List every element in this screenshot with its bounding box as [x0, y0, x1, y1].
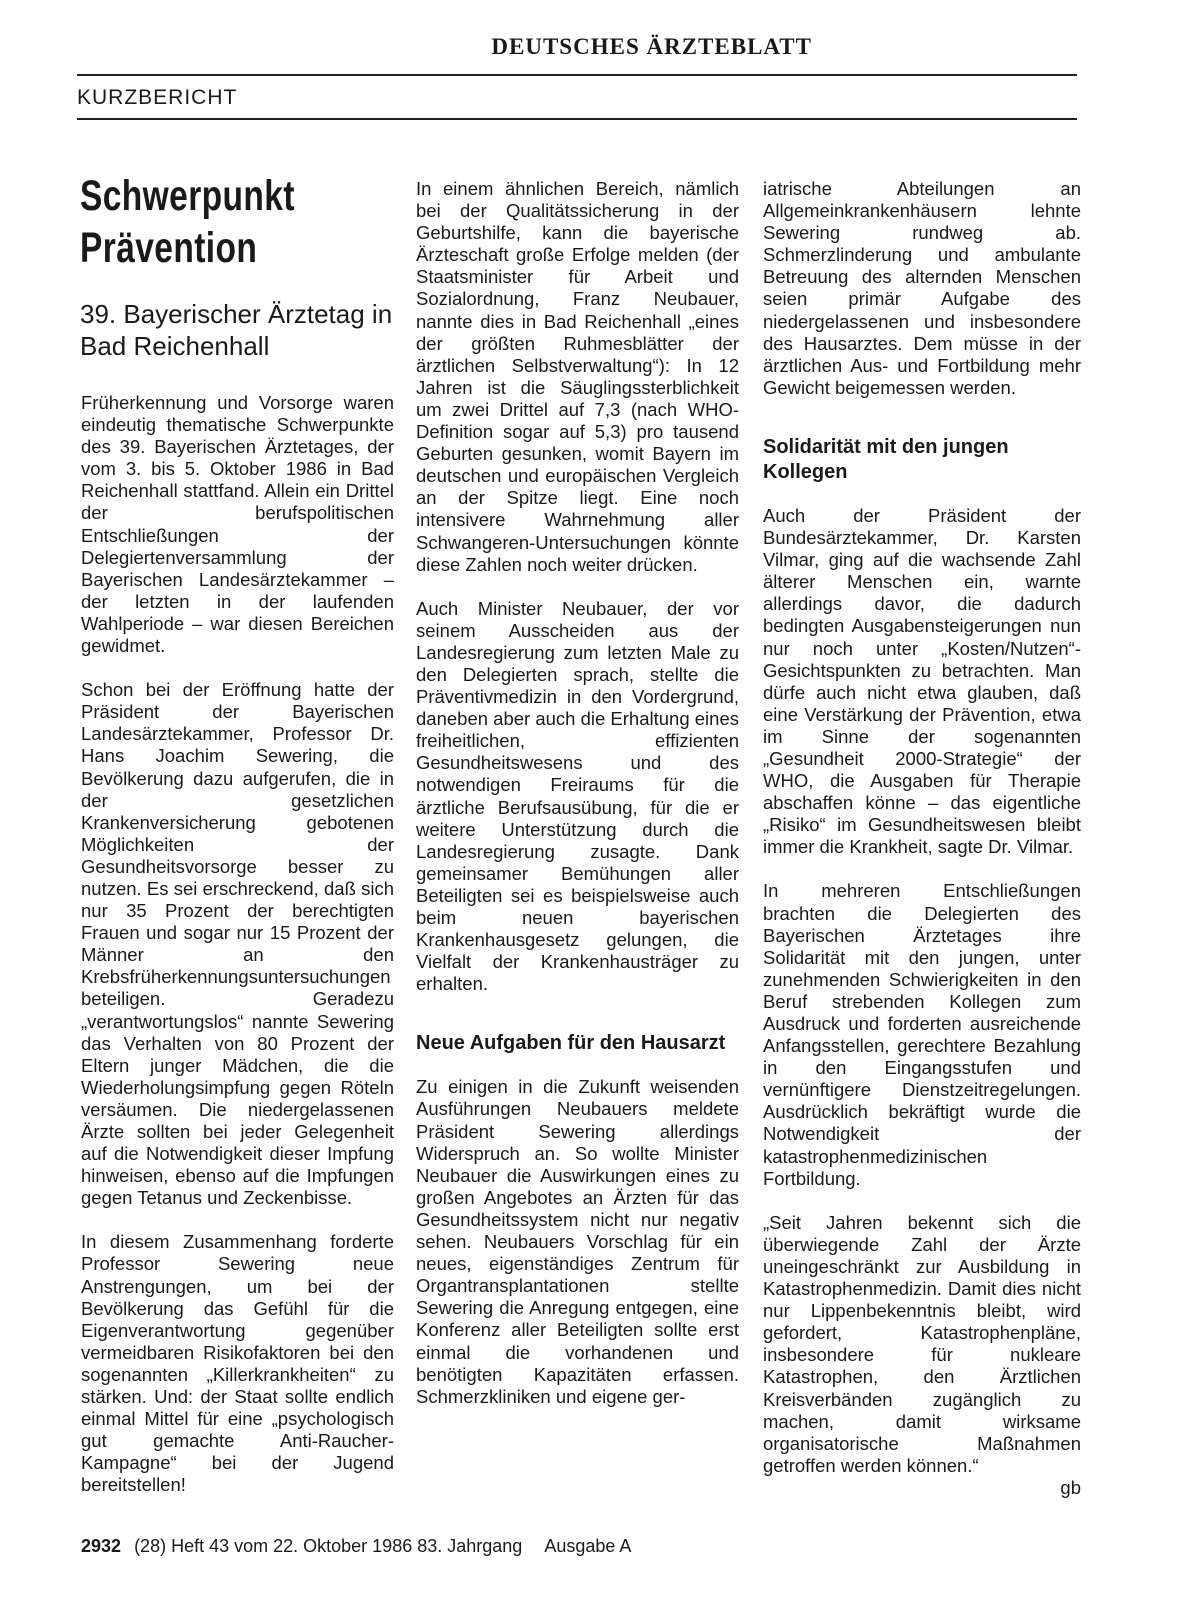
paragraph: „Seit Jahren bekennt sich die überwiegende Zahl der Ärzte uneingeschränkt zur Ausbildung in Katastrophenmedizin. Damit dies nicht nur Lippenbekenntnis bleibt, wird gefordert, Katastrophenpläne, insbesondere für nukleare Katastrophen, den Ärztlichen Kreisverbänden zugänglich zu machen, damit wirksame organisatorische Maßnahmen getroffen werden können.“ [763, 1211, 1081, 1476]
column-1 [81, 392, 394, 1497]
article-headline: Schwerpunkt Prävention [80, 172, 295, 272]
paragraph: In diesem Zusammenhang forderte Professor Sewering neue Anstrengungen, um bei der Bevölkerung das Gefühl für die Eigenverantwortung gegenüber vermeidbaren Risikofaktoren bei den sogenannten „Killerkrankheiten“ zu stärken. Und: der Staat sollte endlich einmal Mittel für eine „psychologisch gut gemachte Anti-Raucher-Kampagne“ bei der Jugend bereitstellen! [81, 1231, 394, 1496]
paragraph: In einem ähnlichen Bereich, nämlich bei der Qualitätssicherung in der Geburtshilfe, kann die bayerische Ärzteschaft große Erfolge melden (der Staatsminister für Arbeit und Sozialordnung, Franz Neubauer, nannte dies in Bad Reichenhall „eines der größten Ruhmesblätter der ärztlichen Selbstverwaltung“): In 12 Jahren ist die Säuglingssterblichkeit um zwei Drittel auf 7,3 (nach WHO-Definition sogar auf 5,3) pro tausend Geburten gesunken, womit Bayern im deutschen und europäischen Vergleich an der Spitze liegt. Eine noch intensivere Wahrnehmung aller Schwangeren-Untersuchungen könnte diese Zahlen noch weiter drücken. [416, 178, 739, 575]
section-label: KURZBERICHT [77, 86, 238, 109]
paragraph: Auch Minister Neubauer, der vor seinem Ausscheiden aus der Landesregierung zum letzten Male zu den Delegierten sprach, stellte die Präventivmedizin in den Vordergrund, daneben aber auch die Erhaltung eines freiheitlichen, effizienten Gesundheitswesens und des notwendigen Freiraums für die ärztliche Berufsausübung, für die er weitere Unterstützung durch die Landesregierung zusagte. Dank gemeinsamer Bemühungen aller Beteiligten sei es beispielsweise auch beim neuen bayerischen Krankenhausgesetz gelungen, die Vielfalt der Krankenhausträger zu erhalten. [416, 597, 739, 995]
paragraph: In mehreren Entschließungen brachten die Delegierten des Bayerischen Ärztetages ihre Solidarität mit den jungen, unter zunehmenden Schwierigkeiten in den Beruf strebenden Kollegen zum Ausdruck und forderten ausreichende Anfangsstellen, gerechtere Bezahlung in den Eingangsstufen und vernünftigere Dienstzeitregelungen. Ausdrücklich bekräftigt wurde die Notwendigkeit der katastrophenmedizinischen Fortbildung. [763, 880, 1081, 1189]
section-rule [77, 118, 1077, 120]
paragraph: Auch der Präsident der Bundesärztekammer, Dr. Karsten Vilmar, ging auf die wachsende Zahl älterer Menschen ein, warnte allerdings davor, die dadurch bedingten Ausgabensteigerungen nun nur noch unter „Kosten/Nutzen“-Gesichtspunkten zu betrachten. Man dürfe auch nicht etwa glauben, daß eine Verstärkung der Prävention, etwa im Sinne der sogenannten „Gesundheit 2000-Strategie“ der WHO, die Ausgaben für Therapie abschaffen könne – das eigentliche „Risiko“ im Gesundheitswesen bleibt immer die Krankheit, sagte Dr. Vilmar. [763, 504, 1081, 858]
top-rule [77, 74, 1077, 76]
page-footer [81, 1536, 631, 1557]
section-heading-solidaritaet: Solidarität mit den jungen Kollegen [763, 435, 1009, 483]
author-signature: gb [1060, 1476, 1081, 1498]
paragraph: iatrische Abteilungen an Allgemeinkrankenhäusern lehnte Sewering rundweg ab. Schmerzlinderung und ambulante Betreuung des alternden Menschen seien primär Aufgabe des niedergelassenen und insbesondere des Hausarztes. Dem müsse in der ärztlichen Aus- und Fortbildung mehr Gewicht beigemessen werden. [763, 178, 1081, 398]
column-3 [763, 178, 1081, 1499]
section-heading-hausarzt: Neue Aufgaben für den Hausarzt [416, 1032, 726, 1055]
paragraph: Früherkennung und Vorsorge waren eindeutig thematische Schwerpunkte des 39. Bayerischen Ärztetages, der vom 3. bis 5. Oktober 1986 in Bad Reichenhall stattfand. Allein ein Drittel der berufspolitischen Entschließungen der Delegiertenversammlung der Bayerischen Landesärztekammer – der letzten in der laufenden Wahlperiode – war diesen Bereichen gewidmet. [81, 392, 394, 657]
page-number: 2932 [81, 1536, 122, 1556]
journal-title: DEUTSCHES ÄRZTEBLATT [491, 34, 812, 59]
column-2 [416, 178, 739, 1408]
edition-label: Ausgabe A [544, 1536, 632, 1556]
paragraph: Schon bei der Eröffnung hatte der Präsident der Bayerischen Landesärztekammer, Professor Dr. Hans Joachim Sewering, die Bevölkerung dazu aufgerufen, die in der gesetzlichen Krankenversicherung gebotenen Möglichkeiten der Gesundheitsvorsorge besser zu nutzen. Es sei erschreckend, daß sich nur 35 Prozent der berechtigten Frauen und sogar nur 15 Prozent der Männer an den Krebsfrüherkennungsuntersuchungen beteiligen. Geradezu „verantwortungslos“ nannte Sewering das Verhalten von 80 Prozent der Eltern junger Mädchen, die die Wiederholungsimpfung gegen Röteln versäumen. Die niedergelassenen Ärzte sollten bei jeder Gelegenheit auf die Notwendigkeit dieser Impfung hinweisen, ebenso auf die Impfungen gegen Tetanus und Zeckenbisse. [81, 679, 394, 1209]
masthead [77, 34, 1077, 60]
issue-info: (28) Heft 43 vom 22. Oktober 1986 83. Jahrgang [134, 1536, 523, 1556]
paragraph: Zu einigen in die Zukunft weisenden Ausführungen Neubauers meldete Präsident Sewering allerdings Widerspruch an. So wollte Minister Neubauer die Auswirkungen eines zu großen Angebotes an Ärzten für das Gesundheitssystem nicht nur negativ sehen. Neubauers Vorschlag für ein neues, eigenständiges Zentrum für Organtransplantationen stellte Sewering die Anregung entgegen, eine Konferenz aller Beteiligten sollte erst einmal die vorhandenen und benötigten Kapazitäten erfassen. Schmerzkliniken und eigene ger- [416, 1076, 739, 1407]
article-subheadline: 39. Bayerischer Ärztetag in Bad Reichenhall [80, 299, 393, 361]
